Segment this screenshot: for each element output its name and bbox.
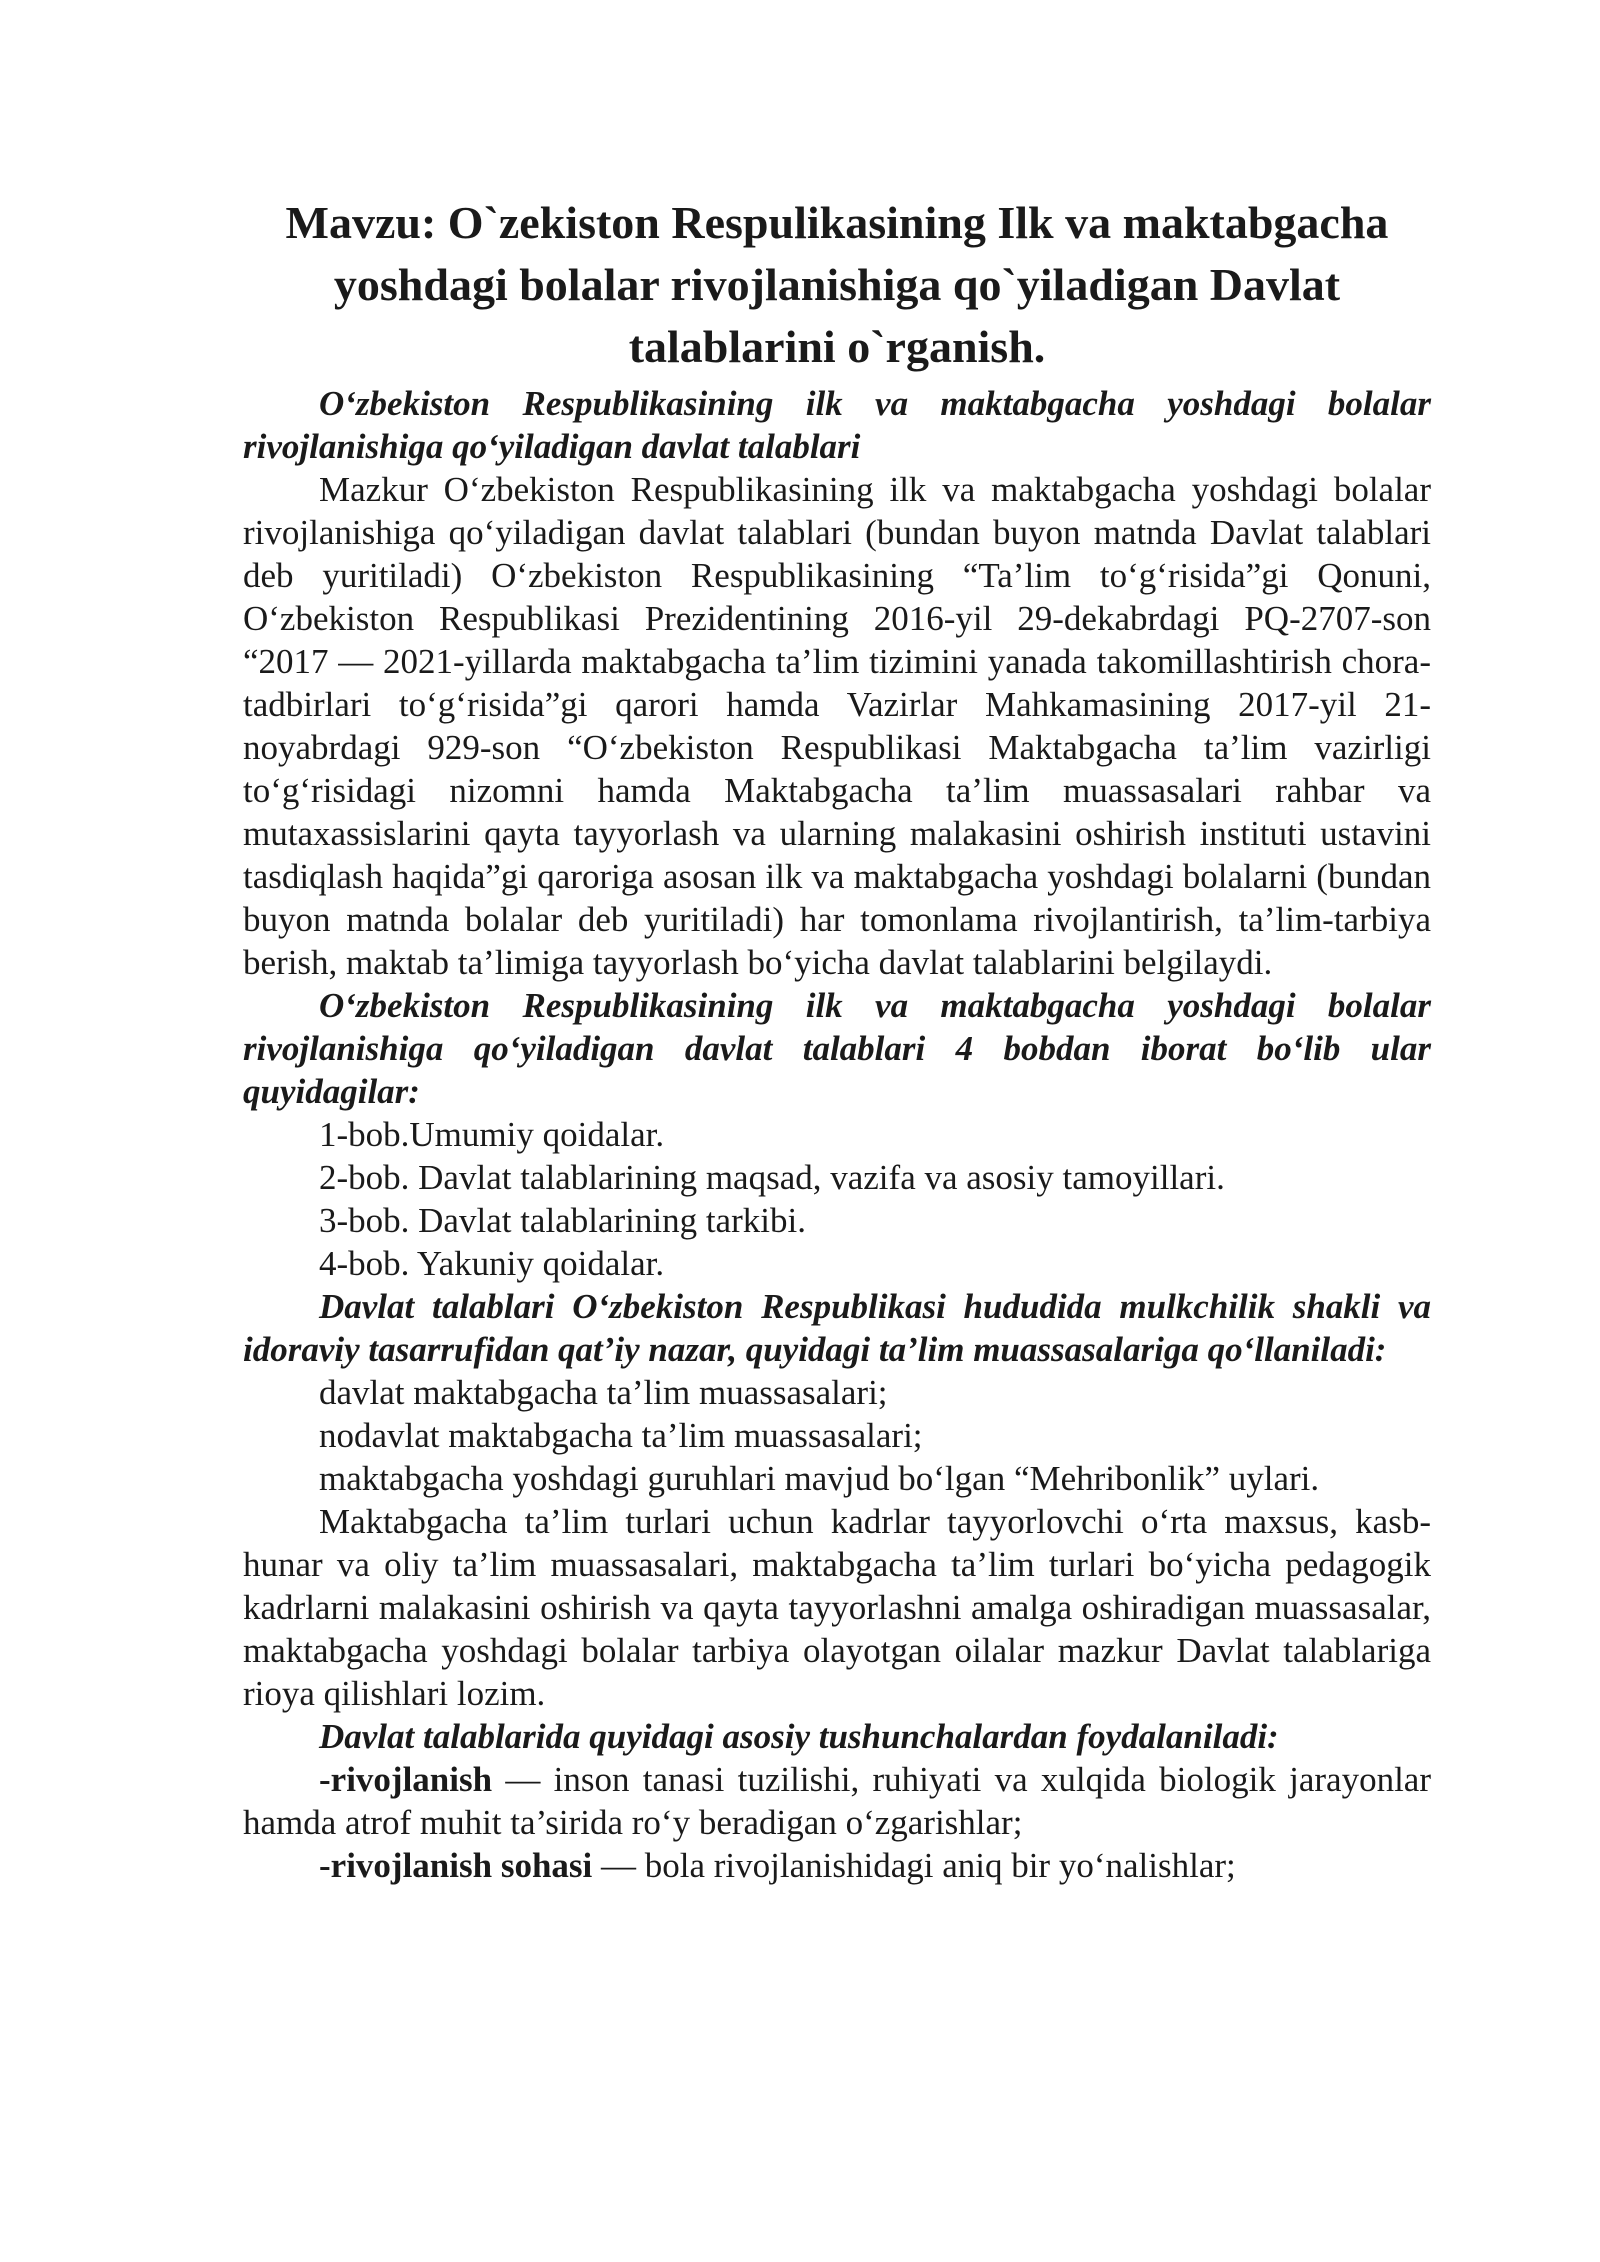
- chapter-item: 4-bob. Yakuniy qoidalar.: [319, 1244, 665, 1283]
- institution-item: davlat maktabgacha ta’lim muassasalari;: [319, 1373, 888, 1412]
- section-heading-chapters: O‘zbekiston Respublikasining ilk va maktabgacha yoshdagi bolalar rivojlanishiga qo‘yiladigan davlat talablari 4 bobdan iborat bo‘lib ular quyidagilar:: [243, 986, 1431, 1111]
- document-title: Mavzu: O`zekiston Respulikasining Ilk va maktabgacha yoshdagi bolalar rivojlanishiga qo`yiladigan Davlat talablarini o`rganish.: [285, 197, 1389, 372]
- section-heading-application: Davlat talablari O‘zbekiston Respublikasi hududida mulkchilik shakli va idoraviy tasarrufidan qat’iy nazar, quyidagi ta’lim muassasalariga qo‘llaniladi:: [243, 1287, 1431, 1369]
- chapter-item: 3-bob. Davlat talablarining tarkibi.: [319, 1201, 806, 1240]
- paragraph-intro: Mazkur O‘zbekiston Respublikasining ilk va maktabgacha yoshdagi bolalar rivojlanishiga qo‘yiladigan davlat talablari (bundan buyon matnda Davlat talablari deb yuritiladi) O‘zbekiston Respublikasining “Ta’lim to‘g‘risida”gi Qonuni, O‘zbekiston Respublikasi Prezidentining 2016-yil 29-dekabrdagi PQ-2707-son “2017 — 2021-yillarda maktabgacha ta’lim tizimini yanada takomillashtirish chora-tadbirlari to‘g‘risida”gi qarori hamda Vazirlar Mahkamasining 2017-yil 21-noyabrdagi 929-son “O‘zbekiston Respublikasi Maktabgacha ta’lim vazirligi to‘g‘risidagi nizomni hamda Maktabgacha ta’lim muassasalari rahbar va mutaxassislarini qayta tayyorlash va ularning malakasini oshirish instituti ustavini tasdiqlash haqida”gi qaroriga asosan ilk va maktabgacha yoshdagi bolalarni (bundan buyon matnda bolalar deb yuritiladi) har tomonlama rivojlantirish, ta’lim-tarbiya berish, maktab ta’limiga tayyorlash bo‘yicha davlat talablarini belgilaydi.: [243, 470, 1431, 982]
- section-heading-standards: O‘zbekiston Respublikasining ilk va maktabgacha yoshdagi bolalar rivojlanishiga qo‘yiladigan davlat talablari: [243, 384, 1431, 466]
- institution-item: maktabgacha yoshdagi guruhlari mavjud bo‘lgan “Mehribonlik” uylari.: [319, 1459, 1320, 1498]
- chapter-item: 2-bob. Davlat talablarining maqsad, vazifa va asosiy tamoyillari.: [319, 1158, 1225, 1197]
- term-name: -rivojlanish: [319, 1760, 493, 1799]
- document-page: [243, 192, 1431, 1887]
- term-definition: [243, 1844, 1431, 1887]
- paragraph-compliance: Maktabgacha ta’lim turlari uchun kadrlar tayyorlovchi o‘rta maxsus, kasb-hunar va oliy ta’lim muassasalari, maktabgacha ta’lim turlari bo‘yicha pedagogik kadrlarni malakasini oshirish va qayta tayyorlashni amalga oshiradigan muassasalar, maktabgacha yoshdagi bolalar tarbiya olayotgan oilalar mazkur Davlat talablariga rioya qilishlari lozim.: [243, 1502, 1431, 1713]
- section-heading-concepts: Davlat talablarida quyidagi asosiy tushunchalardan foydalaniladi:: [319, 1717, 1279, 1756]
- term-definition: [243, 1758, 1431, 1844]
- term-text: — inson tanasi tuzilishi, ruhiyati va xulqida biologik jarayonlar hamda atrof muhit ta’sirida ro‘y beradigan o‘zgarishlar;: [243, 1760, 1431, 1842]
- institution-item: nodavlat maktabgacha ta’lim muassasalari;: [319, 1416, 923, 1455]
- chapter-item: 1-bob.Umumiy qoidalar.: [319, 1115, 665, 1154]
- term-name: -rivojlanish sohasi: [319, 1846, 593, 1885]
- term-text: — bola rivojlanishidagi aniq bir yo‘nalishlar;: [592, 1846, 1236, 1885]
